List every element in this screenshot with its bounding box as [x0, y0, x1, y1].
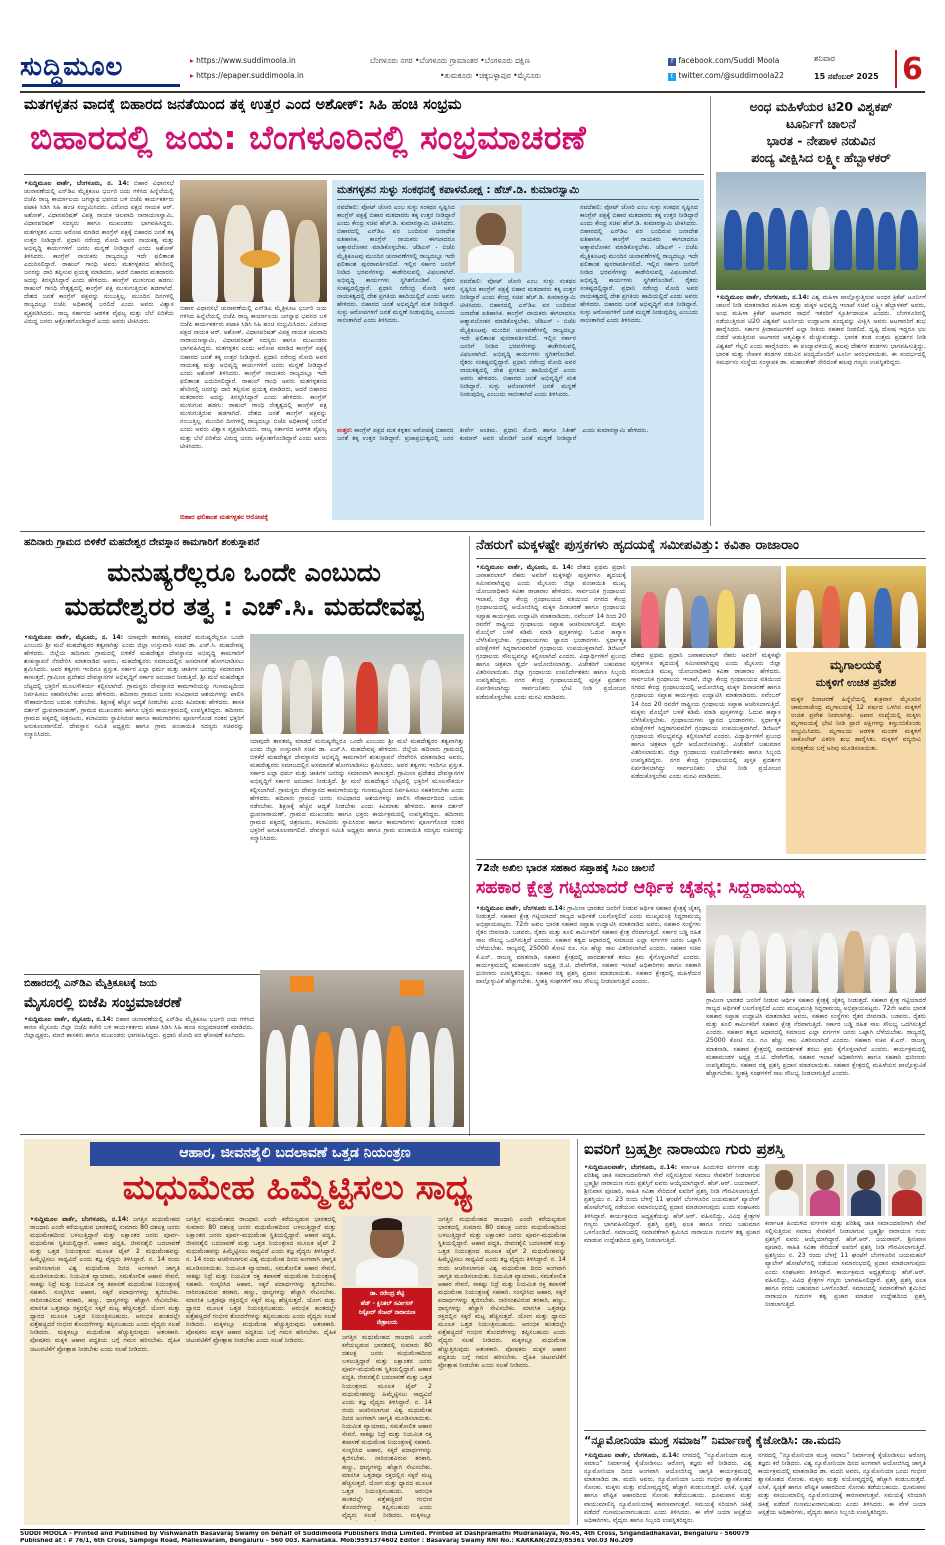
bottom-divider: [577, 1139, 578, 1525]
sahakara-kicker: 72ನೇ ಅಖಿಲ ಭಾರತ ಸಹಕಾರ ಸಪ್ತಾಹಕ್ಕೆ ಸಿಎಂ ಚಾಲನೆ: [476, 863, 655, 874]
mahadeshwara-photo: [250, 634, 464, 734]
lead-photo-celebration: [180, 180, 327, 302]
diabetes-body-col3: ಜಗತ್ತಿನ ಮಧುಮೇಹದ ರಾಜಧಾನಿ ಎಂದೇ ಕರೆಯಲ್ಪಡುವ ಭಾರತದಲ್ಲಿ ಸುಮಾರು 80 ದಶಲಕ್ಷ ಜನರು ಮಧುಮೇಹದಿಂದ ಬಳಲುತ್ತಿದ್ದಾರೆ ಮತ್ತು ಲಕ್ಷಾಂತರ ಜನರು ಪೂರ್ವ-ಮಧುಮೇಹ ಸ್ಥಿತಿಯಲ್ಲಿದ್ದಾರೆ. ಆಹಾರ ಪದ್ಧತಿ, ಜೀವನಶೈಲಿ ಬದಲಾವಣೆ ಮತ್ತು ಒತ್ತಡ ನಿಯಂತ್ರಣದ ಮೂಲಕ ಟೈಪ್ 2 ಮಧುಮೇಹವನ್ನು ಹಿಮ್ಮೆಟ್ಟಿಸಲು ಸಾಧ್ಯವಿದೆ ಎಂದು ತಜ್ಞ ವೈದ್ಯರು ತಿಳಿಸಿದ್ದಾರೆ. ನ. 14 ರಂದು ಆಚರಿಸಲಾಗುವ ವಿಶ್ವ ಮಧುಮೇಹ ದಿನದ ಅಂಗವಾಗಿ ಜಾಗೃತಿ ಮೂಡಿಸಲಾಯಿತು. ನಿಯಮಿತ ವ್ಯಾಯಾಮ, ಸಮತೋಲಿತ ಆಹಾರ ಸೇವನೆ, ಸಾಕಷ್ಟು ನಿದ್ರೆ ಮತ್ತು ನಿಯಮಿತ ರಕ್ತ ತಪಾಸಣೆ ಮಧುಮೇಹ ನಿಯಂತ್ರಣಕ್ಕೆ ಸಹಕಾರಿ. ಸಂಸ್ಕರಿಸಿದ ಆಹಾರ, ಸಕ್ಕರೆ ಪದಾರ್ಥಗಳನ್ನು ತ್ಯಜಿಸಬೇಕು. ನಾರಿನಂಶವಿರುವ ತರಕಾರಿ, ಹಣ್ಣು, ಧಾನ್ಯಗಳನ್ನು ಹೆಚ್ಚಾಗಿ ಸೇವಿಸಬೇಕು. ಮಾನಸಿಕ ಒತ್ತಡವೂ ರಕ್ತದಲ್ಲಿನ ಸಕ್ಕರೆ ಮಟ್ಟ ಹೆಚ್ಚಿಸುತ್ತದೆ. ಯೋಗ ಮತ್ತು ಧ್ಯಾನದ ಮೂಲಕ ಒತ್ತಡ ನಿಯಂತ್ರಿಸಬಹುದು. ಆರಂಭಿಕ ಹಂತದಲ್ಲೇ ಪತ್ತೆಹಚ್ಚಿದರೆ ಗಂಭೀರ ತೊಂದರೆಗಳನ್ನು ತಪ್ಪಿಸಬಹುದು ಎಂದು ವೈದ್ಯರು ಸಲಹೆ ನೀಡಿದರು. ಮಕ್ಕಳಲ್ಲೂ: [342, 1334, 432, 1520]
awardee-photo-4: [888, 1164, 926, 1216]
awardee-photo-3: [847, 1164, 885, 1216]
mahadeshwara-headline: ಮನುಷ್ಯರೆಲ್ಲರೂ ಒಂದೇ ಎಂಬುದು ಮಹದೇಶ್ವರರ ತತ್ವ : ಎಚ್.ಸಿ. ಮಹದೇವಪ್ಪ: [64, 558, 424, 621]
pneumonia-body-col2: ನಗರದಲ್ಲಿ “ನ್ಯೂಮೋನಿಯಾ ಮುಕ್ತ ಸಮಾಜ” ನಿರ್ಮಾಣಕ್ಕೆ ಕೈಜೋಡಿಸಲು ಆರೋಗ್ಯ ತಜ್ಞರು ಕರೆ ನೀಡಿದರು. ವಿಶ್ವ ನ್ಯೂಮೋನಿಯಾ ದಿನದ ಅಂಗವಾಗಿ ಆಯೋಜಿಸಿದ್ದ ಜಾಗೃತಿ ಕಾರ್ಯಕ್ರಮದಲ್ಲಿ ಮಾತನಾಡಿದ ಡಾ. ಮದನಿ ಅವರು, ನ್ಯೂಮೋನಿಯಾ ಒಂದು ಗಂಭೀರ ಶ್ವಾಸಕೋಶದ ಸೋಂಕು. ಮಕ್ಕಳು ಮತ್ತು ವಯೋವೃದ್ಧರಲ್ಲಿ ಹೆಚ್ಚಾಗಿ ಕಂಡುಬರುತ್ತದೆ. ಲಸಿಕೆ, ಸ್ವಚ್ಛತೆ ಹಾಗೂ ಪೌಷ್ಟಿಕ ಆಹಾರದಿಂದ ಸೋಂಕು ತಡೆಯಬಹುದು. ಧೂಮಪಾನ ಮತ್ತು ವಾಯುಮಾಲಿನ್ಯ ನ್ಯೂಮೋನಿಯಾಕ್ಕೆ ಕಾರಣವಾಗುತ್ತವೆ. ಸಮಯಕ್ಕೆ ಸರಿಯಾಗಿ ಚಿಕಿತ್ಸೆ ಪಡೆದರೆ ಗುಣಮುಖರಾಗಬಹುದು ಎಂದು ತಿಳಿಸಿದರು. ಈ ವೇಳೆ ಜಯಾ ಆಸ್ಪತ್ರೆಯ ಅಧಿಕಾರಿಗಳು, ವೈದ್ಯರು ಹಾಗೂ ಸಿಬ್ಬಂದಿ ಉಪಸ್ಥಿತರಿದ್ದರು.: [758, 1452, 926, 1516]
logo-underline: [22, 84, 180, 87]
sahakara-headline: ಸಹಕಾರ ಕ್ಷೇತ್ರ ಗಟ್ಟಿಯಾದರೆ ಆರ್ಥಿಕ ಚೈತನ್ಯ: ಸಿದ್ದರಾಮಯ್ಯ: [476, 878, 804, 898]
nehru-headline: ನೆಹರುಗೆ ಮಕ್ಕಳಷ್ಟೇ ಪುಸ್ತಕಗಳು ಹೃದಯಕ್ಕೆ ಸಮೀಪವಿತ್ತು: ಕವಿತಾ ರಾಜಾರಾಂ: [476, 537, 799, 553]
narayana-guru-body-col1: •ಸುದ್ದಿಮೂಲವಾರ್ತೆ, ಬೆಂಗಳೂರು, ನ.14: ಕರ್ನಾಟಕ ಹಿಂದುಳಿದ ವರ್ಗಗಳ ಮತ್ತು ಪರಿಶಿಷ್ಟ ಜಾತಿ ಸಮಾಜದವರಿಗಾಗಿ ಸೇವೆ ಸಲ್ಲಿಸುತ್ತಿರುವ ಸಮಾಜ ಸೇವಕರಿಗೆ ನೀಡಲಾಗುವ ಬ್ರಹ್ಮಶ್ರೀ ನಾರಾಯಣ ಗುರು ಪ್ರಶಸ್ತಿಗೆ ಐವರು ಆಯ್ಕೆಯಾಗಿದ್ದಾರೆ. ಹೆಚ್.ಆರ್. ಜಯರಾಮ್, ಶ್ರೀನಿವಾಸ ಪೂಜಾರಿ, ಸಾಹಿತಿ ಸವಿತಾ ಸೇರಿದಂತೆ ಐವರಿಗೆ ಪ್ರಶಸ್ತಿ ನೀಡಿ ಗೌರವಿಸಲಾಗುತ್ತಿದೆ. ಪ್ರಶಸ್ತಿಯು ನ. 23 ರಂದು ಬೆಳಗ್ಗೆ 11 ಘಂಟೆಗೆ ಬೆಂಗಳೂರಿನ ಜಯಮಹಲ್ ಪ್ಯಾಲೇಸ್ ಹೋಟೆಲ್‌ನಲ್ಲಿ ನಡೆಯುವ ಸಮಾರಂಭದಲ್ಲಿ ಪ್ರದಾನ ಮಾಡಲಾಗುವುದು ಎಂದು ಸಂಘಟಕರು ತಿಳಿಸಿದ್ದಾರೆ. ಕಾರ್ಯಕ್ರಮದ ಅಧ್ಯಕ್ಷತೆಯನ್ನು ಹೆಚ್.ಆರ್. ವಹಿಸಲಿದ್ದು, ವಿವಿಧ ಕ್ಷೇತ್ರಗಳ ಗಣ್ಯರು ಭಾಗವಹಿಸಲಿದ್ದಾರೆ. ಪ್ರಶಸ್ತಿ ಪ್ರಶಸ್ತಿ ಫಲಕ ಹಾಗೂ ನಗದು ಬಹುಮಾನ ಒಳಗೊಂಡಿದೆ. ಸಮಾಜದಲ್ಲಿ ಸಮಾನತೆಗಾಗಿ ಶ್ರಮಿಸಿದ ನಾರಾಯಣ ಗುರುಗಳ ತತ್ವ ಪ್ರಚಾರ ಮಾಡುವ ಉದ್ದೇಶದಿಂದ ಪ್ರಶಸ್ತಿ ನೀಡಲಾಗುತ್ತಿದೆ.: [584, 1164, 760, 1244]
nehru-photo-2: [786, 566, 926, 648]
pneumonia-rule: [584, 1430, 926, 1431]
mysuru-bjp-photo: [260, 970, 464, 1127]
bjp-flag: [290, 976, 314, 992]
awardee-photo-2: [806, 1164, 844, 1216]
masthead-logo[interactable]: ಸುದ್ದಿಮೂಲ: [20, 52, 124, 82]
editions-line-1: ಬೆಂಗಳೂರು ನಗರ •ಬೆಂಗಳೂರು ಗ್ರಾಮಾಂತರ •ಬೆಂಗಳೂರು ದಕ್ಷಿಣ: [370, 56, 530, 65]
page-number: 6: [902, 52, 923, 87]
footer-line-2: Published at : # 76/1, 6th Cross, Sampige Road, Malleswaram, Bengaluru – 560 003. Karnataka. Mob:9591374602 Editor : Basavaraj Swamy RNI No.: KARKAN/2023/85361 Vol.03 No.209: [20, 1538, 634, 1544]
sahakara-photo: [706, 905, 926, 993]
diabetes-body-col4: ಜಗತ್ತಿನ ಮಧುಮೇಹದ ರಾಜಧಾನಿ ಎಂದೇ ಕರೆಯಲ್ಪಡುವ ಭಾರತದಲ್ಲಿ ಸುಮಾರು 80 ದಶಲಕ್ಷ ಜನರು ಮಧುಮೇಹದಿಂದ ಬಳಲುತ್ತಿದ್ದಾರೆ ಮತ್ತು ಲಕ್ಷಾಂತರ ಜನರು ಪೂರ್ವ-ಮಧುಮೇಹ ಸ್ಥಿತಿಯಲ್ಲಿದ್ದಾರೆ. ಆಹಾರ ಪದ್ಧತಿ, ಜೀವನಶೈಲಿ ಬದಲಾವಣೆ ಮತ್ತು ಒತ್ತಡ ನಿಯಂತ್ರಣದ ಮೂಲಕ ಟೈಪ್ 2 ಮಧುಮೇಹವನ್ನು ಹಿಮ್ಮೆಟ್ಟಿಸಲು ಸಾಧ್ಯವಿದೆ ಎಂದು ತಜ್ಞ ವೈದ್ಯರು ತಿಳಿಸಿದ್ದಾರೆ. ನ. 14 ರಂದು ಆಚರಿಸಲಾಗುವ ವಿಶ್ವ ಮಧುಮೇಹ ದಿನದ ಅಂಗವಾಗಿ ಜಾಗೃತಿ ಮೂಡಿಸಲಾಯಿತು. ನಿಯಮಿತ ವ್ಯಾಯಾಮ, ಸಮತೋಲಿತ ಆಹಾರ ಸೇವನೆ, ಸಾಕಷ್ಟು ನಿದ್ರೆ ಮತ್ತು ನಿಯಮಿತ ರಕ್ತ ತಪಾಸಣೆ ಮಧುಮೇಹ ನಿಯಂತ್ರಣಕ್ಕೆ ಸಹಕಾರಿ. ಸಂಸ್ಕರಿಸಿದ ಆಹಾರ, ಸಕ್ಕರೆ ಪದಾರ್ಥಗಳನ್ನು ತ್ಯಜಿಸಬೇಕು. ನಾರಿನಂಶವಿರುವ ತರಕಾರಿ, ಹಣ್ಣು, ಧಾನ್ಯಗಳನ್ನು ಹೆಚ್ಚಾಗಿ ಸೇವಿಸಬೇಕು. ಮಾನಸಿಕ ಒತ್ತಡವೂ ರಕ್ತದಲ್ಲಿನ ಸಕ್ಕರೆ ಮಟ್ಟ ಹೆಚ್ಚಿಸುತ್ತದೆ. ಯೋಗ ಮತ್ತು ಧ್ಯಾನದ ಮೂಲಕ ಒತ್ತಡ ನಿಯಂತ್ರಿಸಬಹುದು. ಆರಂಭಿಕ ಹಂತದಲ್ಲೇ ಪತ್ತೆಹಚ್ಚಿದರೆ ಗಂಭೀರ ತೊಂದರೆಗಳನ್ನು ತಪ್ಪಿಸಬಹುದು ಎಂದು ವೈದ್ಯರು ಸಲಹೆ ನೀಡಿದರು. ಮಕ್ಕಳಲ್ಲೂ ಮಧುಮೇಹ ಹೆಚ್ಚುತ್ತಿರುವುದು ಆತಂಕಕಾರಿ. ಪೋಷಕರು ಮಕ್ಕಳ ಆಹಾರ ಪದ್ಧತಿಯ ಬಗ್ಗೆ ಗಮನ ಹರಿಸಬೇಕು. ದೈಹಿಕ ಚಟುವಟಿಕೆಗೆ ಪ್ರೋತ್ಸಾಹ ನೀಡಬೇಕು ಎಂದು ಸಲಹೆ ನೀಡಿದರು.: [438, 1216, 566, 1369]
mahadeshwara-body-col2: ಯಾವುದೇ ತಾರತಮ್ಯ ಮಾಡದೆ ಮನುಷ್ಯರೆಲ್ಲರೂ ಒಂದೇ ಎಂಬುದು ಶ್ರೀ ಮಲೆ ಮಹದೇಶ್ವರರ ತತ್ವವಾಗಿತ್ತು ಎಂದು ಜಿಲ್ಲಾ ಉಸ್ತುವಾರಿ ಸಚಿವ ಡಾ. ಎಚ್.ಸಿ. ಮಹದೇವಪ್ಪ ಹೇಳಿದರು. ಜಿಲ್ಲೆಯ ಹದಿನಾರು ಗ್ರಾಮದಲ್ಲಿ ಬಿಳಿಕೆರೆ ಮಹದೇಶ್ವರ ದೇವಸ್ಥಾನದ ಅಭಿವೃದ್ಧಿ ಕಾಮಗಾರಿಗೆ ಶಂಕುಸ್ಥಾಪನೆ ನೆರವೇರಿಸಿ ಮಾತನಾಡಿದ ಅವರು, ಮಹದೇಶ್ವರರು ಸಮಾಜದಲ್ಲಿನ ಅಸಮಾನತೆ ಹೋಗಲಾಡಿಸಲು ಶ್ರಮಿಸಿದರು. ಅವರ ತತ್ವಗಳು ಇಂದಿಗೂ ಪ್ರಸ್ತುತ. ಸರ್ಕಾರ ಎಲ್ಲಾ ಧರ್ಮ ಮತ್ತು ಜಾತಿಗಳ ಜನರನ್ನು ಸಮಾನವಾಗಿ ಕಾಣುತ್ತದೆ. ಗ್ರಾಮೀಣ ಪ್ರದೇಶದ ದೇವಸ್ಥಾನಗಳ ಅಭಿವೃದ್ಧಿಗೆ ಸರ್ಕಾರ ಅನುದಾನ ನೀಡುತ್ತಿದೆ. ಶ್ರೀ ಮಲೆ ಮಹದೇಶ್ವರ ಬೆಟ್ಟದಲ್ಲಿ ಭಕ್ತರಿಗೆ ಮೂಲಸೌಕರ್ಯ ಕಲ್ಪಿಸಲಾಗಿದೆ. ಗ್ರಾಮಸ್ಥರು ದೇವಸ್ಥಾನದ ಕಾಮಗಾರಿಯನ್ನು ಗುಣಮಟ್ಟದಿಂದ ನಿರ್ವಹಿಸಲು ಸಹಕರಿಸಬೇಕು ಎಂದು ಹೇಳಿದರು. ಹದಿನಾರು ಗ್ರಾಮದ ಜನರು ಸಂವಿಧಾನದ ಆಶಯಗಳನ್ನು ಪಾಲಿಸಿ ಸೌಹಾರ್ದದಿಂದ ಬದುಕು ನಡೆಸಬೇಕು. ಶಿಕ್ಷಣಕ್ಕೆ ಹೆಚ್ಚಿನ ಆದ್ಯತೆ ನೀಡಬೇಕು ಎಂದು ಕಿವಿಮಾತು ಹೇಳಿದರು. ಶಾಸಕ ದರ್ಶನ್ ಧ್ರುವನಾರಾಯಣ್, ಗ್ರಾಮದ ಮುಖಂಡರು ಹಾಗೂ ಭಕ್ತರು ಕಾರ್ಯಕ್ರಮದಲ್ಲಿ ಉಪಸ್ಥಿತರಿದ್ದರು. ಹದಿನಾರು ಗ್ರಾಮದ ಪಕ್ಕದಲ್ಲಿ ಚಿತ್ರನಟರು, ಕಲಾವಿದರು ಸ್ಥಾಪಿಸಿರುವ ಹಾಗೂ ಕಾಮಗಾರಿಗಳು ಪೂರ್ಣಗೊಂಡ ನಂತರ ಭಕ್ತರಿಗೆ ಅನುಕೂಲವಾಗಲಿದೆ. ದೇವಸ್ಥಾನ ಸಮಿತಿ ಅಧ್ಯಕ್ಷರು ಹಾಗೂ ಗ್ರಾಮ ಪಂಚಾಯಿತಿ ಸದಸ್ಯರು ಸಚಿವರನ್ನು ಸನ್ಮಾನಿಸಿದರು.: [250, 738, 464, 843]
hdk-body-col1: ನವದೆಹಲಿ: ವೋಟ್ ಚೋರಿ ಎಂಬ ಸುಳ್ಳು ಸಂಕಥನ ಸೃಷ್ಟಿಸಿದ ಕಾಂಗ್ರೆಸ್ ಪಕ್ಷಕ್ಕೆ ಬಿಹಾರ ಮತದಾರರು ತಕ್ಕ ಉತ್ತರ ನೀಡಿದ್ದಾರೆ ಎಂದು ಕೇಂದ್ರ ಸಚಿವ ಹೆಚ್.ಡಿ. ಕುಮಾರಸ್ವಾಮಿ ಟೀಕಿಸಿದರು. ಬಿಹಾರದಲ್ಲಿ ಎನ್‌ಡಿಎ ಪರ ಬಂದಿರುವ ಜನಾದೇಶ ಐತಿಹಾಸಿಕ. ಕಾಂಗ್ರೆಸ್ ನಾಯಕರು ಈಗಲಾದರೂ ಆತ್ಮಾವಲೋಕನ ಮಾಡಿಕೊಳ್ಳಬೇಕು. ಜೆಡಿಎಸ್ - ಬಿಜೆಪಿ ಮೈತ್ರಿಕೂಟವು ಮುಂದಿನ ಚುನಾವಣೆಗಳಲ್ಲಿ ರಾಜ್ಯದಲ್ಲೂ ಇದೇ ಫಲಿತಾಂಶ ಪುನರಾವರ್ತಿಸಲಿದೆ. ಇಲ್ಲಿನ ಸರ್ಕಾರ ಜನರಿಗೆ ನೀಡಿದ ಭರವಸೆಗಳನ್ನು ಈಡೇರಿಸುವಲ್ಲಿ ವಿಫಲವಾಗಿದೆ. ಅಭಿವೃದ್ಧಿ ಕಾರ್ಯಗಳು ಸ್ಥಗಿತಗೊಂಡಿವೆ. ರೈತರು ಸಂಕಷ್ಟದಲ್ಲಿದ್ದಾರೆ. ಪ್ರಧಾನಿ ನರೇಂದ್ರ ಮೋದಿ ಅವರ ನಾಯಕತ್ವದಲ್ಲಿ ದೇಶ ಪ್ರಗತಿಯ ಹಾದಿಯಲ್ಲಿದೆ ಎಂದು ಅವರು ಹೇಳಿದರು. ಬಿಹಾರದ ಜನತೆ ಅಭಿವೃದ್ಧಿಗೆ ಮತ ನೀಡಿದ್ದಾರೆ. ಸುಳ್ಳು ಆರೋಪಗಳಿಗೆ ಜನತೆ ಮನ್ನಣೆ ನೀಡುವುದಿಲ್ಲ ಎಂಬುದು ಸಾಬೀತಾಗಿದೆ ಎಂದು ತಿಳಿಸಿದರು.: [337, 204, 455, 325]
doctor-caption: ಡಾ. ನರೇಂದ್ರ ಶೆಟ್ಟಿ ಹೆಡ್ - ಕ್ಲಿನಿಕಲ್ ಸರ್ವೀಸಸ್ ರಿಸ್ಟೋರ್ ಸೆಂಟರ್‌ ನಾರಾಯಣ ನೇತ್ರಾಲಯ: [358, 1291, 416, 1326]
masthead-rule: [20, 91, 925, 93]
date-label: 15 ನವೆಂಬರ್ 2025: [814, 72, 879, 81]
hdk-headline: ಮತಗಳ್ಳತನ ಸುಳ್ಳು ಸಂಕಥನಕ್ಕೆ ಕಪಾಳಮೋಕ್ಷ : ಹೆಚ್.ಡಿ. ಕುಮಾರಸ್ವಾಮಿ: [337, 184, 580, 196]
mahadeshwara-body-col1: •ಸುದ್ದಿಮೂಲ ವಾರ್ತೆ, ಮೈಸೂರು, ನ. 14: ಯಾವುದೇ ತಾರತಮ್ಯ ಮಾಡದೆ ಮನುಷ್ಯರೆಲ್ಲರೂ ಒಂದೇ ಎಂಬುದು ಶ್ರೀ ಮಲೆ ಮಹದೇಶ್ವರರ ತತ್ವವಾಗಿತ್ತು ಎಂದು ಜಿಲ್ಲಾ ಉಸ್ತುವಾರಿ ಸಚಿವ ಡಾ. ಎಚ್.ಸಿ. ಮಹದೇವಪ್ಪ ಹೇಳಿದರು. ಜಿಲ್ಲೆಯ ಹದಿನಾರು ಗ್ರಾಮದಲ್ಲಿ ಬಿಳಿಕೆರೆ ಮಹದೇಶ್ವರ ದೇವಸ್ಥಾನದ ಅಭಿವೃದ್ಧಿ ಕಾಮಗಾರಿಗೆ ಶಂಕುಸ್ಥಾಪನೆ ನೆರವೇರಿಸಿ ಮಾತನಾಡಿದ ಅವರು, ಮಹದೇಶ್ವರರು ಸಮಾಜದಲ್ಲಿನ ಅಸಮಾನತೆ ಹೋಗಲಾಡಿಸಲು ಶ್ರಮಿಸಿದರು. ಅವರ ತತ್ವಗಳು ಇಂದಿಗೂ ಪ್ರಸ್ತುತ. ಸರ್ಕಾರ ಎಲ್ಲಾ ಧರ್ಮ ಮತ್ತು ಜಾತಿಗಳ ಜನರನ್ನು ಸಮಾನವಾಗಿ ಕಾಣುತ್ತದೆ. ಗ್ರಾಮೀಣ ಪ್ರದೇಶದ ದೇವಸ್ಥಾನಗಳ ಅಭಿವೃದ್ಧಿಗೆ ಸರ್ಕಾರ ಅನುದಾನ ನೀಡುತ್ತಿದೆ. ಶ್ರೀ ಮಲೆ ಮಹದೇಶ್ವರ ಬೆಟ್ಟದಲ್ಲಿ ಭಕ್ತರಿಗೆ ಮೂಲಸೌಕರ್ಯ ಕಲ್ಪಿಸಲಾಗಿದೆ. ಗ್ರಾಮಸ್ಥರು ದೇವಸ್ಥಾನದ ಕಾಮಗಾರಿಯನ್ನು ಗುಣಮಟ್ಟದಿಂದ ನಿರ್ವಹಿಸಲು ಸಹಕರಿಸಬೇಕು ಎಂದು ಹೇಳಿದರು. ಹದಿನಾರು ಗ್ರಾಮದ ಜನರು ಸಂವಿಧಾನದ ಆಶಯಗಳನ್ನು ಪಾಲಿಸಿ ಸೌಹಾರ್ದದಿಂದ ಬದುಕು ನಡೆಸಬೇಕು. ಶಿಕ್ಷಣಕ್ಕೆ ಹೆಚ್ಚಿನ ಆದ್ಯತೆ ನೀಡಬೇಕು ಎಂದು ಕಿವಿಮಾತು ಹೇಳಿದರು. ಶಾಸಕ ದರ್ಶನ್ ಧ್ರುವನಾರಾಯಣ್, ಗ್ರಾಮದ ಮುಖಂಡರು ಹಾಗೂ ಭಕ್ತರು ಕಾರ್ಯಕ್ರಮದಲ್ಲಿ ಉಪಸ್ಥಿತರಿದ್ದರು. ಹದಿನಾರು ಗ್ರಾಮದ ಪಕ್ಕದಲ್ಲಿ ಚಿತ್ರನಟರು, ಕಲಾವಿದರು ಸ್ಥಾಪಿಸಿರುವ ಹಾಗೂ ಕಾಮಗಾರಿಗಳು ಪೂರ್ಣಗೊಂಡ ನಂತರ ಭಕ್ತರಿಗೆ ಅನುಕೂಲವಾಗಲಿದೆ. ದೇವಸ್ಥಾನ ಸಮಿತಿ ಅಧ್ಯಕ್ಷರು ಹಾಗೂ ಗ್ರಾಮ ಪಂಚಾಯಿತಿ ಸದಸ್ಯರು ಸಚಿವರನ್ನು ಸನ್ಮಾನಿಸಿದರು.: [24, 634, 244, 739]
mysuru-bjp-headline: ಮೈಸೂರಲ್ಲಿ ಬಿಜೆಪಿ ಸಂಭ್ರಮಾಚರಣೆ: [24, 995, 182, 1011]
nehru-photo-1: [631, 566, 781, 648]
epaper-link[interactable]: ▸ https://epaper.suddimoola.in: [190, 71, 304, 80]
twitter-icon: t: [668, 73, 676, 81]
pageno-divider: [895, 50, 897, 88]
nehru-body-col1: •ಸುದ್ದಿಮೂಲ ವಾರ್ತೆ, ಮೈಸೂರು, ನ. 14: ದೇಶದ ಪ್ರಥಮ ಪ್ರಧಾನಿ ಜವಾಹರಲಾಲ್ ನೆಹರು ಅವರಿಗೆ ಮಕ್ಕಳಷ್ಟೇ ಪುಸ್ತಕಗಳೂ ಹೃದಯಕ್ಕೆ ಸಮೀಪವಾಗಿದ್ದವು ಎಂದು ಮೈಸೂರು ಜಿಲ್ಲಾ ಪಂಚಾಯಿತಿ ಮುಖ್ಯ ಯೋಜನಾಧಿಕಾರಿ ಕವಿತಾ ರಾಜಾರಾಂ ಹೇಳಿದರು. ಸಾರ್ವಜನಿಕ ಗ್ರಂಥಾಲಯ ಇಲಾಖೆ, ಜಿಲ್ಲಾ ಕೇಂದ್ರ ಗ್ರಂಥಾಲಯದ ವತಿಯಿಂದ ನಗರದ ಕೇಂದ್ರ ಗ್ರಂಥಾಲಯದಲ್ಲಿ ಆಯೋಜಿಸಿದ್ದ ಮಕ್ಕಳ ದಿನಾಚರಣೆ ಹಾಗೂ ಗ್ರಂಥಾಲಯ ಸಪ್ತಾಹ ಕಾರ್ಯಕ್ರಮ ಉದ್ಘಾಟಿಸಿ ಮಾತನಾಡಿದರು. ನವೆಂಬರ್ 14 ರಿಂದ 20 ರವರೆಗೆ ರಾಷ್ಟ್ರೀಯ ಗ್ರಂಥಾಲಯ ಸಪ್ತಾಹ ಆಚರಿಸಲಾಗುತ್ತಿದೆ. ಮಕ್ಕಳು ಮೊಬೈಲ್ ಬಳಕೆ ಕಡಿಮೆ ಮಾಡಿ ಪುಸ್ತಕಗಳನ್ನು ಓದುವ ಹವ್ಯಾಸ ಬೆಳೆಸಿಕೊಳ್ಳಬೇಕು. ಗ್ರಂಥಾಲಯಗಳು ಜ್ಞಾನದ ಭಂಡಾರಗಳು. ಸ್ಪರ್ಧಾತ್ಮಕ ಪರೀಕ್ಷೆಗಳಿಗೆ ಸಿದ್ಧರಾಗುವವರಿಗೆ ಗ್ರಂಥಾಲಯ ಉಪಯುಕ್ತವಾಗಿದೆ. ಡಿಜಿಟಲ್ ಗ್ರಂಥಾಲಯ ಸೌಲಭ್ಯವನ್ನೂ ಕಲ್ಪಿಸಲಾಗಿದೆ ಎಂದರು. ವಿದ್ಯಾರ್ಥಿಗಳಿಗೆ ಪ್ರಬಂಧ ಹಾಗೂ ಚಿತ್ರಕಲಾ ಸ್ಪರ್ಧೆ ಆಯೋಜಿಸಲಾಗಿತ್ತು. ವಿಜೇತರಿಗೆ ಬಹುಮಾನ ವಿತರಿಸಲಾಯಿತು. ಜಿಲ್ಲಾ ಗ್ರಂಥಾಲಯ ಉಪನಿರ್ದೇಶಕರು ಹಾಗೂ ಸಿಬ್ಬಂದಿ ಉಪಸ್ಥಿತರಿದ್ದರು. ನಗರ ಕೇಂದ್ರ ಗ್ರಂಥಾಲಯದಲ್ಲಿ ಪುಸ್ತಕ ಪ್ರದರ್ಶನ ಏರ್ಪಡಿಸಲಾಗಿದ್ದು ಸಾರ್ವಜನಿಕರು ಭೇಟಿ ನೀಡಿ ಪ್ರಯೋಜನ ಪಡೆದುಕೊಳ್ಳಬೇಕು ಎಂದು ಮನವಿ ಮಾಡಿದರು.: [476, 564, 626, 701]
hdk-portrait: [460, 205, 522, 273]
diabetes-headline: ಮಧುಮೇಹ ಹಿಮ್ಮೆಟ್ಟಿಸಲು ಸಾಧ್ಯ: [122, 1168, 473, 1208]
facebook-icon: f: [668, 58, 676, 66]
pneumonia-headline: “ನ್ಯೂಮೋನಿಯಾ ಮುಕ್ತ ಸಮಾಜ” ನಿರ್ಮಾಣಕ್ಕೆ ಕೈಜೋಡಿಸಿ: ಡಾ.ಮದನಿ: [584, 1434, 841, 1447]
doctor-portrait: [342, 1216, 432, 1286]
sweets-plate: [240, 250, 280, 268]
zoo-headline: ಮೃಗಾಲಯಕ್ಕೆ ಮಕ್ಕಳಿಗೆ ಉಚಿತ ಪ್ರವೇಶ: [815, 658, 897, 689]
site-link[interactable]: ▸ https://www.suddimoola.in: [190, 56, 296, 65]
lead-body-col1: •ಸುದ್ದಿಮೂಲ ವಾರ್ತೆ, ಬೆಂಗಳೂರು, ನ. 14: ಬಿಹಾರ ವಿಧಾನಸಭೆ ಚುನಾವಣೆಯಲ್ಲಿ ಎನ್‌ಡಿಎ ಮೈತ್ರಿಕೂಟ ಭರ್ಜರಿ ಜಯ ಗಳಿಸಿದ ಹಿನ್ನೆಲೆಯಲ್ಲಿ ಬಿಜೆಪಿ ರಾಜ್ಯ ಕಾರ್ಯಾಲಯ ಜಗನ್ನಾಥ ಭವನದ ಬಳಿ ಬಿಜೆಪಿ ಕಾರ್ಯಕರ್ತರು ಪಟಾಕಿ ಸಿಡಿಸಿ ಸಿಹಿ ಹಂಚಿ ಸಂಭ್ರಮಿಸಿದರು. ವಿರೋಧ ಪಕ್ಷದ ನಾಯಕ ಆರ್. ಅಶೋಕ್, ವಿಧಾನಪರಿಷತ್ ವಿಪಕ್ಷ ನಾಯಕ ಚಲವಾದಿ ನಾರಾಯಣಸ್ವಾಮಿ, ವಿಧಾನಪರಿಷತ್ ಸದಸ್ಯರು ಹಾಗೂ ಮುಖಂಡರು ಭಾಗವಹಿಸಿದ್ದರು. ಮತಗಳ್ಳತನ ಎಂದು ಆರೋಪ ಮಾಡಿದ ಕಾಂಗ್ರೆಸ್ ಪಕ್ಷಕ್ಕೆ ಬಿಹಾರದ ಜನತೆ ತಕ್ಕ ಉತ್ತರ ನೀಡಿದ್ದಾರೆ. ಪ್ರಧಾನಿ ನರೇಂದ್ರ ಮೋದಿ ಅವರ ನಾಯಕತ್ವ ಮತ್ತು ಅಭಿವೃದ್ಧಿ ಕಾರ್ಯಗಳಿಗೆ ಜನರು ಮನ್ನಣೆ ನೀಡಿದ್ದಾರೆ ಎಂದು ಅಶೋಕ್ ತಿಳಿಸಿದರು. ಕಾಂಗ್ರೆಸ್ ನಾಯಕರು ರಾಜ್ಯದಲ್ಲೂ ಇದೇ ಫಲಿತಾಂಶ ಎದುರಿಸಲಿದ್ದಾರೆ. ರಾಹುಲ್ ಗಾಂಧಿ ಅವರು ಮತಗಳ್ಳತನದ ಹೆಸರಿನಲ್ಲಿ ಜನರನ್ನು ದಾರಿ ತಪ್ಪಿಸುವ ಪ್ರಯತ್ನ ಮಾಡಿದರು, ಆದರೆ ಬಿಹಾರದ ಮತದಾರರು ಅದನ್ನು ತಿರಸ್ಕರಿಸಿದ್ದಾರೆ ಎಂದು ಹೇಳಿದರು. ಕಾಂಗ್ರೆಸ್ ಮುಳುಗುವ ಹಡಗು: ರಾಹುಲ್ ಗಾಂಧಿ ನೇತೃತ್ವದಲ್ಲಿ ಕಾಂಗ್ರೆಸ್ ಪಕ್ಷ ಮುಳುಗುತ್ತಿರುವ ಹಡಗಾಗಿದೆ. ದೇಶದ ಜನತೆ ಕಾಂಗ್ರೆಸ್ ಪಕ್ಷವನ್ನು ನಂಬುತ್ತಿಲ್ಲ. ಮುಂದಿನ ದಿನಗಳಲ್ಲಿ ರಾಜ್ಯದಲ್ಲೂ ಬಿಜೆಪಿ ಅಧಿಕಾರಕ್ಕೆ ಬರಲಿದೆ ಎಂದು ಅವರು ವಿಶ್ವಾಸ ವ್ಯಕ್ತಪಡಿಸಿದರು. ರಾಜ್ಯ ಸರ್ಕಾರದ ಆಡಳಿತ ವೈಫಲ್ಯ ಮತ್ತು ಬೆಲೆ ಏರಿಕೆಯ ವಿರುದ್ಧ ಜನರು ಆಕ್ರೋಶಗೊಂಡಿದ್ದಾರೆ ಎಂದು ಅವರು ಟೀಕಿಸಿದರು.: [24, 180, 174, 325]
facebook-link[interactable]: f facebook.com/Suddi Moola: [668, 56, 779, 66]
hdk-body-col3: ನವದೆಹಲಿ: ವೋಟ್ ಚೋರಿ ಎಂಬ ಸುಳ್ಳು ಸಂಕಥನ ಸೃಷ್ಟಿಸಿದ ಕಾಂಗ್ರೆಸ್ ಪಕ್ಷಕ್ಕೆ ಬಿಹಾರ ಮತದಾರರು ತಕ್ಕ ಉತ್ತರ ನೀಡಿದ್ದಾರೆ ಎಂದು ಕೇಂದ್ರ ಸಚಿವ ಹೆಚ್.ಡಿ. ಕುಮಾರಸ್ವಾಮಿ ಟೀಕಿಸಿದರು. ಬಿಹಾರದಲ್ಲಿ ಎನ್‌ಡಿಎ ಪರ ಬಂದಿರುವ ಜನಾದೇಶ ಐತಿಹಾಸಿಕ. ಕಾಂಗ್ರೆಸ್ ನಾಯಕರು ಈಗಲಾದರೂ ಆತ್ಮಾವಲೋಕನ ಮಾಡಿಕೊಳ್ಳಬೇಕು. ಜೆಡಿಎಸ್ - ಬಿಜೆಪಿ ಮೈತ್ರಿಕೂಟವು ಮುಂದಿನ ಚುನಾವಣೆಗಳಲ್ಲಿ ರಾಜ್ಯದಲ್ಲೂ ಇದೇ ಫಲಿತಾಂಶ ಪುನರಾವರ್ತಿಸಲಿದೆ. ಇಲ್ಲಿನ ಸರ್ಕಾರ ಜನರಿಗೆ ನೀಡಿದ ಭರವಸೆಗಳನ್ನು ಈಡೇರಿಸುವಲ್ಲಿ ವಿಫಲವಾಗಿದೆ. ಅಭಿವೃದ್ಧಿ ಕಾರ್ಯಗಳು ಸ್ಥಗಿತಗೊಂಡಿವೆ. ರೈತರು ಸಂಕಷ್ಟದಲ್ಲಿದ್ದಾರೆ. ಪ್ರಧಾನಿ ನರೇಂದ್ರ ಮೋದಿ ಅವರ ನಾಯಕತ್ವದಲ್ಲಿ ದೇಶ ಪ್ರಗತಿಯ ಹಾದಿಯಲ್ಲಿದೆ ಎಂದು ಅವರು ಹೇಳಿದರು. ಬಿಹಾರದ ಜನತೆ ಅಭಿವೃದ್ಧಿಗೆ ಮತ ನೀಡಿದ್ದಾರೆ. ಸುಳ್ಳು ಆರೋಪಗಳಿಗೆ ಜನತೆ ಮನ್ನಣೆ ನೀಡುವುದಿಲ್ಲ ಎಂಬುದು ಸಾಬೀತಾಗಿದೆ ಎಂದು ತಿಳಿಸಿದರು.: [580, 204, 698, 325]
section-rule-1: [20, 531, 925, 532]
pneumonia-body-col1: •ಸುದ್ದಿಮೂಲ ವಾರ್ತೆ, ಬೆಂಗಳೂರು, ನ.14: ನಗರದಲ್ಲಿ “ನ್ಯೂಮೋನಿಯಾ ಮುಕ್ತ ಸಮಾಜ” ನಿರ್ಮಾಣಕ್ಕೆ ಕೈಜೋಡಿಸಲು ಆರೋಗ್ಯ ತಜ್ಞರು ಕರೆ ನೀಡಿದರು. ವಿಶ್ವ ನ್ಯೂಮೋನಿಯಾ ದಿನದ ಅಂಗವಾಗಿ ಆಯೋಜಿಸಿದ್ದ ಜಾಗೃತಿ ಕಾರ್ಯಕ್ರಮದಲ್ಲಿ ಮಾತನಾಡಿದ ಡಾ. ಮದನಿ ಅವರು, ನ್ಯೂಮೋನಿಯಾ ಒಂದು ಗಂಭೀರ ಶ್ವಾಸಕೋಶದ ಸೋಂಕು. ಮಕ್ಕಳು ಮತ್ತು ವಯೋವೃದ್ಧರಲ್ಲಿ ಹೆಚ್ಚಾಗಿ ಕಂಡುಬರುತ್ತದೆ. ಲಸಿಕೆ, ಸ್ವಚ್ಛತೆ ಹಾಗೂ ಪೌಷ್ಟಿಕ ಆಹಾರದಿಂದ ಸೋಂಕು ತಡೆಯಬಹುದು. ಧೂಮಪಾನ ಮತ್ತು ವಾಯುಮಾಲಿನ್ಯ ನ್ಯೂಮೋನಿಯಾಕ್ಕೆ ಕಾರಣವಾಗುತ್ತವೆ. ಸಮಯಕ್ಕೆ ಸರಿಯಾಗಿ ಚಿಕಿತ್ಸೆ ಪಡೆದರೆ ಗುಣಮುಖರಾಗಬಹುದು ಎಂದು ತಿಳಿಸಿದರು. ಈ ವೇಳೆ ಜಯಾ ಆಸ್ಪತ್ರೆಯ ಅಧಿಕಾರಿಗಳು, ವೈದ್ಯರು ಹಾಗೂ ಸಿಬ್ಬಂದಿ ಉಪಸ್ಥಿತರಿದ್ದರು.: [584, 1452, 752, 1524]
nehru-rule: [476, 558, 926, 559]
cricket-headline: ಅಂಧ ಮಹಿಳೆಯರ ಟಿ20 ವಿಶ್ವಕಪ್ ಟೂರ್ನಿಗೆ ಚಾಲನೆ ಭಾರತ - ನೇಪಾಳ ನಡುವಿನ ಪಂದ್ಯ ವೀಕ್ಷಿಸಿದ ಲಕ್ಷ್ಮೀ ಹೆಬ್ಬಾಳಕರ್: [749, 99, 893, 165]
sahakara-top-rule: [476, 859, 926, 860]
zoo-body: ಮಕ್ಕಳ ದಿನಾಚರಣೆ ಹಿನ್ನೆಲೆಯಲ್ಲಿ ಶುಕ್ರವಾರ ಮೈಸೂರಿನ ಚಾಮರಾಜೇಂದ್ರ ಮೃಗಾಲಯಕ್ಕೆ 12 ವರ್ಷದ ಒಳಗಿನ ಮಕ್ಕಳಿಗೆ ಉಚಿತ ಪ್ರವೇಶ ನೀಡಲಾಗಿತ್ತು. ಅಪಾರ ಸಂಖ್ಯೆಯಲ್ಲಿ ಮಕ್ಕಳು ಮೃಗಾಲಯಕ್ಕೆ ಭೇಟಿ ನೀಡಿ ಪ್ರಾಣಿ ಪಕ್ಷಿಗಳನ್ನು ಕಣ್ತುಂಬಿಕೊಂಡು ಸಂಭ್ರಮಿಸಿದರು. ಮೃಗಾಲಯ ಆಡಳಿತ ಮಂಡಳಿ ಮಕ್ಕಳಿಗೆ ಚಾಕೊಲೇಟ್ ವಿತರಿಸಿ ಶುಭ ಹಾರೈಸಿತು. ಮಕ್ಕಳಿಗೆ ವನ್ಯಜೀವಿ ಸಂರಕ್ಷಣೆಯ ಬಗ್ಗೆ ಅರಿವು ಮೂಡಿಸಲಾಯಿತು.: [791, 696, 921, 752]
mid-divider: [469, 536, 470, 1136]
footer-rule: [20, 1529, 925, 1530]
mahadeshwara-kicker: ಹದಿನಾರು ಗ್ರಾಮದ ಬಿಳಿಕೆರೆ ಮಹದೇಶ್ವರ ದೇವಸ್ಥಾನ ಕಾಮಗಾರಿಗೆ ಶಂಕುಸ್ಥಾಪನೆ: [24, 537, 260, 548]
lead-kicker: ಮತಗಳ್ಳತನ ವಾದಕ್ಕೆ ಬಿಹಾರದ ಜನತೆಯಿಂದ ತಕ್ಕ ಉತ್ತರ ಎಂದ ಅಶೋಕ್: ಸಿಹಿ ಹಂಚಿ ಸಂಭ್ರಮ: [24, 97, 462, 113]
hdk-body-col2: ನವದೆಹಲಿ: ವೋಟ್ ಚೋರಿ ಎಂಬ ಸುಳ್ಳು ಸಂಕಥನ ಸೃಷ್ಟಿಸಿದ ಕಾಂಗ್ರೆಸ್ ಪಕ್ಷಕ್ಕೆ ಬಿಹಾರ ಮತದಾರರು ತಕ್ಕ ಉತ್ತರ ನೀಡಿದ್ದಾರೆ ಎಂದು ಕೇಂದ್ರ ಸಚಿವ ಹೆಚ್.ಡಿ. ಕುಮಾರಸ್ವಾಮಿ ಟೀಕಿಸಿದರು. ಬಿಹಾರದಲ್ಲಿ ಎನ್‌ಡಿಎ ಪರ ಬಂದಿರುವ ಜನಾದೇಶ ಐತಿಹಾಸಿಕ. ಕಾಂಗ್ರೆಸ್ ನಾಯಕರು ಈಗಲಾದರೂ ಆತ್ಮಾವಲೋಕನ ಮಾಡಿಕೊಳ್ಳಬೇಕು. ಜೆಡಿಎಸ್ - ಬಿಜೆಪಿ ಮೈತ್ರಿಕೂಟವು ಮುಂದಿನ ಚುನಾವಣೆಗಳಲ್ಲಿ ರಾಜ್ಯದಲ್ಲೂ ಇದೇ ಫಲಿತಾಂಶ ಪುನರಾವರ್ತಿಸಲಿದೆ. ಇಲ್ಲಿನ ಸರ್ಕಾರ ಜನರಿಗೆ ನೀಡಿದ ಭರವಸೆಗಳನ್ನು ಈಡೇರಿಸುವಲ್ಲಿ ವಿಫಲವಾಗಿದೆ. ಅಭಿವೃದ್ಧಿ ಕಾರ್ಯಗಳು ಸ್ಥಗಿತಗೊಂಡಿವೆ. ರೈತರು ಸಂಕಷ್ಟದಲ್ಲಿದ್ದಾರೆ. ಪ್ರಧಾನಿ ನರೇಂದ್ರ ಮೋದಿ ಅವರ ನಾಯಕತ್ವದಲ್ಲಿ ದೇಶ ಪ್ರಗತಿಯ ಹಾದಿಯಲ್ಲಿದೆ ಎಂದು ಅವರು ಹೇಳಿದರು. ಬಿಹಾರದ ಜನತೆ ಅಭಿವೃದ್ಧಿಗೆ ಮತ ನೀಡಿದ್ದಾರೆ. ಸುಳ್ಳು ಆರೋಪಗಳಿಗೆ ಜನತೆ ಮನ್ನಣೆ ನೀಡುವುದಿಲ್ಲ ಎಂಬುದು ಸಾಬೀತಾಗಿದೆ ಎಂದು ತಿಳಿಸಿದರು.: [460, 278, 576, 399]
globe-icon: ▸: [190, 56, 197, 65]
lead-body-col2: ಬಿಹಾರ ವಿಧಾನಸಭೆ ಚುನಾವಣೆಯಲ್ಲಿ ಎನ್‌ಡಿಎ ಮೈತ್ರಿಕೂಟ ಭರ್ಜರಿ ಜಯ ಗಳಿಸಿದ ಹಿನ್ನೆಲೆಯಲ್ಲಿ ಬಿಜೆಪಿ ರಾಜ್ಯ ಕಾರ್ಯಾಲಯ ಜಗನ್ನಾಥ ಭವನದ ಬಳಿ ಬಿಜೆಪಿ ಕಾರ್ಯಕರ್ತರು ಪಟಾಕಿ ಸಿಡಿಸಿ ಸಿಹಿ ಹಂಚಿ ಸಂಭ್ರಮಿಸಿದರು. ವಿರೋಧ ಪಕ್ಷದ ನಾಯಕ ಆರ್. ಅಶೋಕ್, ವಿಧಾನಪರಿಷತ್ ವಿಪಕ್ಷ ನಾಯಕ ಚಲವಾದಿ ನಾರಾಯಣಸ್ವಾಮಿ, ವಿಧಾನಪರಿಷತ್ ಸದಸ್ಯರು ಹಾಗೂ ಮುಖಂಡರು ಭಾಗವಹಿಸಿದ್ದರು. ಮತಗಳ್ಳತನ ಎಂದು ಆರೋಪ ಮಾಡಿದ ಕಾಂಗ್ರೆಸ್ ಪಕ್ಷಕ್ಕೆ ಬಿಹಾರದ ಜನತೆ ತಕ್ಕ ಉತ್ತರ ನೀಡಿದ್ದಾರೆ. ಪ್ರಧಾನಿ ನರೇಂದ್ರ ಮೋದಿ ಅವರ ನಾಯಕತ್ವ ಮತ್ತು ಅಭಿವೃದ್ಧಿ ಕಾರ್ಯಗಳಿಗೆ ಜನರು ಮನ್ನಣೆ ನೀಡಿದ್ದಾರೆ ಎಂದು ಅಶೋಕ್ ತಿಳಿಸಿದರು. ಕಾಂಗ್ರೆಸ್ ನಾಯಕರು ರಾಜ್ಯದಲ್ಲೂ ಇದೇ ಫಲಿತಾಂಶ ಎದುರಿಸಲಿದ್ದಾರೆ. ರಾಹುಲ್ ಗಾಂಧಿ ಅವರು ಮತಗಳ್ಳತನದ ಹೆಸರಿನಲ್ಲಿ ಜನರನ್ನು ದಾರಿ ತಪ್ಪಿಸುವ ಪ್ರಯತ್ನ ಮಾಡಿದರು, ಆದರೆ ಬಿಹಾರದ ಮತದಾರರು ಅದನ್ನು ತಿರಸ್ಕರಿಸಿದ್ದಾರೆ ಎಂದು ಹೇಳಿದರು. ಕಾಂಗ್ರೆಸ್ ಮುಳುಗುವ ಹಡಗು: ರಾಹುಲ್ ಗಾಂಧಿ ನೇತೃತ್ವದಲ್ಲಿ ಕಾಂಗ್ರೆಸ್ ಪಕ್ಷ ಮುಳುಗುತ್ತಿರುವ ಹಡಗಾಗಿದೆ. ದೇಶದ ಜನತೆ ಕಾಂಗ್ರೆಸ್ ಪಕ್ಷವನ್ನು ನಂಬುತ್ತಿಲ್ಲ. ಮುಂದಿನ ದಿನಗಳಲ್ಲಿ ರಾಜ್ಯದಲ್ಲೂ ಬಿಜೆಪಿ ಅಧಿಕಾರಕ್ಕೆ ಬರಲಿದೆ ಎಂದು ಅವರು ವಿಶ್ವಾಸ ವ್ಯಕ್ತಪಡಿಸಿದರು. ರಾಜ್ಯ ಸರ್ಕಾರದ ಆಡಳಿತ ವೈಫಲ್ಯ ಮತ್ತು ಬೆಲೆ ಏರಿಕೆಯ ವಿರುದ್ಧ ಜನರು ಆಕ್ರೋಶಗೊಂಡಿದ್ದಾರೆ ಎಂದು ಅವರು ಟೀಕಿಸಿದರು.: [180, 305, 327, 450]
twitter-link[interactable]: t twitter.com/@suddimoola22: [668, 71, 784, 81]
diabetes-body-col2: ಜಗತ್ತಿನ ಮಧುಮೇಹದ ರಾಜಧಾನಿ ಎಂದೇ ಕರೆಯಲ್ಪಡುವ ಭಾರತದಲ್ಲಿ ಸುಮಾರು 80 ದಶಲಕ್ಷ ಜನರು ಮಧುಮೇಹದಿಂದ ಬಳಲುತ್ತಿದ್ದಾರೆ ಮತ್ತು ಲಕ್ಷಾಂತರ ಜನರು ಪೂರ್ವ-ಮಧುಮೇಹ ಸ್ಥಿತಿಯಲ್ಲಿದ್ದಾರೆ. ಆಹಾರ ಪದ್ಧತಿ, ಜೀವನಶೈಲಿ ಬದಲಾವಣೆ ಮತ್ತು ಒತ್ತಡ ನಿಯಂತ್ರಣದ ಮೂಲಕ ಟೈಪ್ 2 ಮಧುಮೇಹವನ್ನು ಹಿಮ್ಮೆಟ್ಟಿಸಲು ಸಾಧ್ಯವಿದೆ ಎಂದು ತಜ್ಞ ವೈದ್ಯರು ತಿಳಿಸಿದ್ದಾರೆ. ನ. 14 ರಂದು ಆಚರಿಸಲಾಗುವ ವಿಶ್ವ ಮಧುಮೇಹ ದಿನದ ಅಂಗವಾಗಿ ಜಾಗೃತಿ ಮೂಡಿಸಲಾಯಿತು. ನಿಯಮಿತ ವ್ಯಾಯಾಮ, ಸಮತೋಲಿತ ಆಹಾರ ಸೇವನೆ, ಸಾಕಷ್ಟು ನಿದ್ರೆ ಮತ್ತು ನಿಯಮಿತ ರಕ್ತ ತಪಾಸಣೆ ಮಧುಮೇಹ ನಿಯಂತ್ರಣಕ್ಕೆ ಸಹಕಾರಿ. ಸಂಸ್ಕರಿಸಿದ ಆಹಾರ, ಸಕ್ಕರೆ ಪದಾರ್ಥಗಳನ್ನು ತ್ಯಜಿಸಬೇಕು. ನಾರಿನಂಶವಿರುವ ತರಕಾರಿ, ಹಣ್ಣು, ಧಾನ್ಯಗಳನ್ನು ಹೆಚ್ಚಾಗಿ ಸೇವಿಸಬೇಕು. ಮಾನಸಿಕ ಒತ್ತಡವೂ ರಕ್ತದಲ್ಲಿನ ಸಕ್ಕರೆ ಮಟ್ಟ ಹೆಚ್ಚಿಸುತ್ತದೆ. ಯೋಗ ಮತ್ತು ಧ್ಯಾನದ ಮೂಲಕ ಒತ್ತಡ ನಿಯಂತ್ರಿಸಬಹುದು. ಆರಂಭಿಕ ಹಂತದಲ್ಲೇ ಪತ್ತೆಹಚ್ಚಿದರೆ ಗಂಭೀರ ತೊಂದರೆಗಳನ್ನು ತಪ್ಪಿಸಬಹುದು ಎಂದು ವೈದ್ಯರು ಸಲಹೆ ನೀಡಿದರು. ಮಕ್ಕಳಲ್ಲೂ ಮಧುಮೇಹ ಹೆಚ್ಚುತ್ತಿರುವುದು ಆತಂಕಕಾರಿ. ಪೋಷಕರು ಮಕ್ಕಳ ಆಹಾರ ಪದ್ಧತಿಯ ಬಗ್ಗೆ ಗಮನ ಹರಿಸಬೇಕು. ದೈಹಿಕ ಚಟುವಟಿಕೆಗೆ ಪ್ರೋತ್ಸಾಹ ನೀಡಬೇಕು ಎಂದು ಸಲಹೆ ನೀಡಿದರು.: [186, 1216, 336, 1345]
diabetes-kicker: ಆಹಾರ, ಜೀವನಶೈಲಿ ಬದಲಾವಣೆ ಒತ್ತಡ ನಿಯಂತ್ರಣ: [179, 1145, 411, 1161]
sahakara-body-col2: ಗ್ರಾಮೀಣ ಭಾರತದ ಜನರಿಗೆ ನೀಡುವ ಆರ್ಥಿಕ ಸಹಕಾರ ಕ್ಷೇತ್ರಕ್ಕೆ ಚೈತನ್ಯ ನೀಡುತ್ತದೆ. ಸಹಕಾರ ಕ್ಷೇತ್ರ ಗಟ್ಟಿಯಾದರೆ ರಾಜ್ಯದ ಆರ್ಥಿಕತೆ ಬಲಗೊಳ್ಳಲಿದೆ ಎಂದು ಮುಖ್ಯಮಂತ್ರಿ ಸಿದ್ದರಾಮಯ್ಯ ಅಭಿಪ್ರಾಯಪಟ್ಟರು. 72ನೇ ಅಖಿಲ ಭಾರತ ಸಹಕಾರ ಸಪ್ತಾಹ ಉದ್ಘಾಟಿಸಿ ಮಾತನಾಡಿದ ಅವರು, ಸಹಕಾರ ಸಂಸ್ಥೆಗಳು ರೈತರ ಜೀವನಾಡಿ. ಬಡವರು, ರೈತರು ಮತ್ತು ಕೂಲಿ ಕಾರ್ಮಿಕರಿಗೆ ಸಹಕಾರ ಕ್ಷೇತ್ರ ನೆರವಾಗುತ್ತಿದೆ. ಸರ್ಕಾರ ಬಡ್ಡಿ ರಹಿತ ಸಾಲ ಸೌಲಭ್ಯ ಒದಗಿಸುತ್ತಿದೆ ಎಂದರು. ಸಹಕಾರ ತತ್ವದ ಆಧಾರದಲ್ಲಿ ಸಮಾಜದ ಎಲ್ಲಾ ವರ್ಗಗಳ ಜನರು ಒಟ್ಟಾಗಿ ಬೆಳೆಯಬೇಕು. ರಾಜ್ಯದಲ್ಲಿ 25000 ಕೋಟಿ ರೂ. ಗೂ ಹೆಚ್ಚು ಸಾಲ ವಿತರಿಸಲಾಗಿದೆ ಎಂದರು. ಸಹಕಾರ ಸಚಿವ ಕೆ.ಎನ್. ರಾಜಣ್ಣ ಮಾತನಾಡಿ, ಸಹಕಾರ ಕ್ಷೇತ್ರದಲ್ಲಿ ಪಾರದರ್ಶಕತೆ ತರಲು ಕ್ರಮ ಕೈಗೊಳ್ಳಲಾಗಿದೆ ಎಂದರು. ಕಾರ್ಯಕ್ರಮದಲ್ಲಿ ಮಹಾಮಂಡಳ ಅಧ್ಯಕ್ಷ ಜಿ.ಟಿ. ದೇವೇಗೌಡ, ಸಹಕಾರ ಇಲಾಖೆ ಅಧಿಕಾರಿಗಳು ಹಾಗೂ ಸಹಕಾರಿ ಧುರೀಣರು ಉಪಸ್ಥಿತರಿದ್ದರು. ಸಹಕಾರ ರತ್ನ ಪ್ರಶಸ್ತಿ ಪ್ರದಾನ ಮಾಡಲಾಯಿತು. ಸಹಕಾರ ಕ್ಷೇತ್ರದಲ್ಲಿ ಮಹಿಳೆಯರ ಪಾಲ್ಗೊಳ್ಳುವಿಕೆ ಹೆಚ್ಚಾಗಬೇಕು. ಸ್ತ್ರೀಶಕ್ತಿ ಸಂಘಗಳಿಗೆ ಸಾಲ ಸೌಲಭ್ಯ ನೀಡಲಾಗುತ್ತಿದೆ ಎಂದರು.: [706, 997, 926, 1077]
lead-tail-label: ಬಿಹಾರ ಫಲಿತಾಂಶ ಮತಗಳ್ಳತನ ಆರೋಪಕ್ಕೆ: [180, 513, 268, 521]
hdk-tail: ಉತ್ತರ: ಕಾಂಗ್ರೆಸ್ ಪಕ್ಷದ ಮತ ಕಳ್ಳತನ ಆರೋಪಕ್ಕೆ ಬಿಹಾರದ ಜನತೆ ತಕ್ಕ ಉತ್ತರ ನೀಡಿದ್ದಾರೆ. ಪ್ರಜಾಪ್ರಭುತ್ವದಲ್ಲಿ ಜನರ ತೀರ್ಪೇ ಅಂತಿಮ. ಪ್ರಧಾನಿ ಮೋದಿ ಹಾಗೂ ನಿತೀಶ್ ಕುಮಾರ್ ಅವರ ಜೋಡಿಗೆ ಜನತೆ ಮನ್ನಣೆ ನೀಡಿದ್ದಾರೆ ಎಂದು ಕುಮಾರಸ್ವಾಮಿ ಹೇಳಿದರು.: [337, 427, 649, 443]
bjp-flag: [400, 980, 424, 996]
nehru-body-col2: ದೇಶದ ಪ್ರಥಮ ಪ್ರಧಾನಿ ಜವಾಹರಲಾಲ್ ನೆಹರು ಅವರಿಗೆ ಮಕ್ಕಳಷ್ಟೇ ಪುಸ್ತಕಗಳೂ ಹೃದಯಕ್ಕೆ ಸಮೀಪವಾಗಿದ್ದವು ಎಂದು ಮೈಸೂರು ಜಿಲ್ಲಾ ಪಂಚಾಯಿತಿ ಮುಖ್ಯ ಯೋಜನಾಧಿಕಾರಿ ಕವಿತಾ ರಾಜಾರಾಂ ಹೇಳಿದರು. ಸಾರ್ವಜನಿಕ ಗ್ರಂಥಾಲಯ ಇಲಾಖೆ, ಜಿಲ್ಲಾ ಕೇಂದ್ರ ಗ್ರಂಥಾಲಯದ ವತಿಯಿಂದ ನಗರದ ಕೇಂದ್ರ ಗ್ರಂಥಾಲಯದಲ್ಲಿ ಆಯೋಜಿಸಿದ್ದ ಮಕ್ಕಳ ದಿನಾಚರಣೆ ಹಾಗೂ ಗ್ರಂಥಾಲಯ ಸಪ್ತಾಹ ಕಾರ್ಯಕ್ರಮ ಉದ್ಘಾಟಿಸಿ ಮಾತನಾಡಿದರು. ನವೆಂಬರ್ 14 ರಿಂದ 20 ರವರೆಗೆ ರಾಷ್ಟ್ರೀಯ ಗ್ರಂಥಾಲಯ ಸಪ್ತಾಹ ಆಚರಿಸಲಾಗುತ್ತಿದೆ. ಮಕ್ಕಳು ಮೊಬೈಲ್ ಬಳಕೆ ಕಡಿಮೆ ಮಾಡಿ ಪುಸ್ತಕಗಳನ್ನು ಓದುವ ಹವ್ಯಾಸ ಬೆಳೆಸಿಕೊಳ್ಳಬೇಕು. ಗ್ರಂಥಾಲಯಗಳು ಜ್ಞಾನದ ಭಂಡಾರಗಳು. ಸ್ಪರ್ಧಾತ್ಮಕ ಪರೀಕ್ಷೆಗಳಿಗೆ ಸಿದ್ಧರಾಗುವವರಿಗೆ ಗ್ರಂಥಾಲಯ ಉಪಯುಕ್ತವಾಗಿದೆ. ಡಿಜಿಟಲ್ ಗ್ರಂಥಾಲಯ ಸೌಲಭ್ಯವನ್ನೂ ಕಲ್ಪಿಸಲಾಗಿದೆ ಎಂದರು. ವಿದ್ಯಾರ್ಥಿಗಳಿಗೆ ಪ್ರಬಂಧ ಹಾಗೂ ಚಿತ್ರಕಲಾ ಸ್ಪರ್ಧೆ ಆಯೋಜಿಸಲಾಗಿತ್ತು. ವಿಜೇತರಿಗೆ ಬಹುಮಾನ ವಿತರಿಸಲಾಯಿತು. ಜಿಲ್ಲಾ ಗ್ರಂಥಾಲಯ ಉಪನಿರ್ದೇಶಕರು ಹಾಗೂ ಸಿಬ್ಬಂದಿ ಉಪಸ್ಥಿತರಿದ್ದರು. ನಗರ ಕೇಂದ್ರ ಗ್ರಂಥಾಲಯದಲ್ಲಿ ಪುಸ್ತಕ ಪ್ರದರ್ಶನ ಏರ್ಪಡಿಸಲಾಗಿದ್ದು ಸಾರ್ವಜನಿಕರು ಭೇಟಿ ನೀಡಿ ಪ್ರಯೋಜನ ಪಡೆದುಕೊಳ್ಳಬೇಕು ಎಂದು ಮನವಿ ಮಾಡಿದರು.: [631, 652, 781, 781]
section-rule-2: [20, 1134, 925, 1135]
narayana-guru-headline: ಐವರಿಗೆ ಬ್ರಹ್ಮಶ್ರೀ ನಾರಾಯಣ ಗುರು ಪ್ರಶಸ್ತಿ: [584, 1140, 785, 1158]
day-label: ಶನಿವಾರ: [814, 54, 836, 63]
lead-rule: [24, 174, 704, 175]
right-col-divider: [710, 96, 711, 526]
footer-line-1: SUDDI MOOLA - Printed and Published by Vishwanath Basavaraj Swamy on behalf of Suddimoola Publishers India Limited. Printed at Dashpramathi Mudranalaya, No.45, 4th Cross, Srigandadhakaval, Bengaluru - 560079: [20, 1531, 750, 1537]
globe-icon: ▸: [190, 71, 197, 80]
cricket-body: •ಸುದ್ದಿಮೂಲ ವಾರ್ತೆ, ಬೆಂಗಳೂರು, ನ.14: ವಿಶ್ವ ಮಹಿಳಾ ಪಾಲ್ಗೊಳ್ಳುತ್ತಿರುವ ಅಂಧರ ಕ್ರಿಕೆಟ್ ಟೂರ್ನಿಗೆ ಚಾಲನೆ ನೀಡಿ ಮಾತನಾಡಿದ ಮಹಿಳಾ ಮತ್ತು ಮಕ್ಕಳ ಅಭಿವೃದ್ಧಿ ಇಲಾಖೆ ಸಚಿವೆ ಲಕ್ಷ್ಮೀ ಹೆಬ್ಬಾಳಕರ್ ಅವರು, ಅಂಧ ಮಹಿಳಾ ಕ್ರಿಕೆಟ್ ಆಟಗಾರರ ಸಾಧನೆ ಇತರರಿಗೆ ಸ್ಫೂರ್ತಿದಾಯಕ ಎಂದರು. ಬೆಂಗಳೂರಿನಲ್ಲಿ ನಡೆಯುತ್ತಿರುವ ಟಿ20 ವಿಶ್ವಕಪ್ ಟೂರ್ನಿಯ ಉದ್ಘಾಟನಾ ಪಂದ್ಯವನ್ನು ವೀಕ್ಷಿಸಿ ಅವರು ಆಟಗಾರರಿಗೆ ಶುಭ ಹಾರೈಸಿದರು. ಸರ್ಕಾರ ಕ್ರೀಡಾಪಟುಗಳಿಗೆ ಎಲ್ಲಾ ರೀತಿಯ ಸಹಕಾರ ನೀಡಲಿದೆ. ದೃಷ್ಟಿ ದೋಷ ಇದ್ದರೂ ಛಲ ಬಿಡದೆ ಆಡುತ್ತಿರುವ ಆಟಗಾರರ ಆತ್ಮವಿಶ್ವಾಸ ಮೆಚ್ಚುವಂತದ್ದು. ಭಾರತ ತಂಡ ಉತ್ತಮ ಪ್ರದರ್ಶನ ನೀಡಿ ವಿಶ್ವಕಪ್ ಗೆಲ್ಲಲಿ ಎಂದು ಹಾರೈಸಿದರು. ಈ ಪಂದ್ಯಾವಳಿಯಲ್ಲಿ ಹಲವು ದೇಶಗಳ ತಂಡಗಳು ಭಾಗವಹಿಸುತ್ತಿದ್ದು, ಭಾರತ ಮತ್ತು ನೇಪಾಳ ತಂಡಗಳ ನಡುವಿನ ಪಂದ್ಯದೊಂದಿಗೆ ಟೂರ್ನಿ ಆರಂಭವಾಯಿತು. ಈ ಸಂದರ್ಭದಲ್ಲಿ ಸಮರ್ಥನಂ ಸಂಸ್ಥೆಯ ಸಂಸ್ಥಾಪಕ ಡಾ. ಮಹಾಂತೇಶ್ ಸೇರಿದಂತೆ ಹಲವು ಗಣ್ಯರು ಉಪಸ್ಥಿತರಿದ್ದರು.: [716, 294, 926, 366]
hdk-rule: [337, 199, 699, 200]
sahakara-body-col1: •ಸುದ್ದಿಮೂಲ ವಾರ್ತೆ, ಬೆಂಗಳೂರು ನ.14: ಗ್ರಾಮೀಣ ಭಾರತದ ಜನರಿಗೆ ನೀಡುವ ಆರ್ಥಿಕ ಸಹಕಾರ ಕ್ಷೇತ್ರಕ್ಕೆ ಚೈತನ್ಯ ನೀಡುತ್ತದೆ. ಸಹಕಾರ ಕ್ಷೇತ್ರ ಗಟ್ಟಿಯಾದರೆ ರಾಜ್ಯದ ಆರ್ಥಿಕತೆ ಬಲಗೊಳ್ಳಲಿದೆ ಎಂದು ಮುಖ್ಯಮಂತ್ರಿ ಸಿದ್ದರಾಮಯ್ಯ ಅಭಿಪ್ರಾಯಪಟ್ಟರು. 72ನೇ ಅಖಿಲ ಭಾರತ ಸಹಕಾರ ಸಪ್ತಾಹ ಉದ್ಘಾಟಿಸಿ ಮಾತನಾಡಿದ ಅವರು, ಸಹಕಾರ ಸಂಸ್ಥೆಗಳು ರೈತರ ಜೀವನಾಡಿ. ಬಡವರು, ರೈತರು ಮತ್ತು ಕೂಲಿ ಕಾರ್ಮಿಕರಿಗೆ ಸಹಕಾರ ಕ್ಷೇತ್ರ ನೆರವಾಗುತ್ತಿದೆ. ಸರ್ಕಾರ ಬಡ್ಡಿ ರಹಿತ ಸಾಲ ಸೌಲಭ್ಯ ಒದಗಿಸುತ್ತಿದೆ ಎಂದರು. ಸಹಕಾರ ತತ್ವದ ಆಧಾರದಲ್ಲಿ ಸಮಾಜದ ಎಲ್ಲಾ ವರ್ಗಗಳ ಜನರು ಒಟ್ಟಾಗಿ ಬೆಳೆಯಬೇಕು. ರಾಜ್ಯದಲ್ಲಿ 25000 ಕೋಟಿ ರೂ. ಗೂ ಹೆಚ್ಚು ಸಾಲ ವಿತರಿಸಲಾಗಿದೆ ಎಂದರು. ಸಹಕಾರ ಸಚಿವ ಕೆ.ಎನ್. ರಾಜಣ್ಣ ಮಾತನಾಡಿ, ಸಹಕಾರ ಕ್ಷೇತ್ರದಲ್ಲಿ ಪಾರದರ್ಶಕತೆ ತರಲು ಕ್ರಮ ಕೈಗೊಳ್ಳಲಾಗಿದೆ ಎಂದರು. ಕಾರ್ಯಕ್ರಮದಲ್ಲಿ ಮಹಾಮಂಡಳ ಅಧ್ಯಕ್ಷ ಜಿ.ಟಿ. ದೇವೇಗೌಡ, ಸಹಕಾರ ಇಲಾಖೆ ಅಧಿಕಾರಿಗಳು ಹಾಗೂ ಸಹಕಾರಿ ಧುರೀಣರು ಉಪಸ್ಥಿತರಿದ್ದರು. ಸಹಕಾರ ರತ್ನ ಪ್ರಶಸ್ತಿ ಪ್ರದಾನ ಮಾಡಲಾಯಿತು. ಸಹಕಾರ ಕ್ಷೇತ್ರದಲ್ಲಿ ಮಹಿಳೆಯರ ಪಾಲ್ಗೊಳ್ಳುವಿಕೆ ಹೆಚ್ಚಾಗಬೇಕು. ಸ್ತ್ರೀಶಕ್ತಿ ಸಂಘಗಳಿಗೆ ಸಾಲ ಸೌಲಭ್ಯ ನೀಡಲಾಗುತ್ತಿದೆ ಎಂದರು.: [476, 905, 701, 985]
lead-headline: ಬಿಹಾರದಲ್ಲಿ ಜಯ: ಬೆಂಗಳೂರಿನಲ್ಲಿ ಸಂಭ್ರಮಾಚರಣೆ: [30, 118, 587, 157]
mysuru-bjp-kicker: ಬಿಹಾರದಲ್ಲಿ ಎನ್‌ಡಿಎ ಮೈತ್ರಿಕೂಟಕ್ಕೆ ಜಯ: [24, 978, 157, 989]
narayana-guru-body-col2: ಕರ್ನಾಟಕ ಹಿಂದುಳಿದ ವರ್ಗಗಳ ಮತ್ತು ಪರಿಶಿಷ್ಟ ಜಾತಿ ಸಮಾಜದವರಿಗಾಗಿ ಸೇವೆ ಸಲ್ಲಿಸುತ್ತಿರುವ ಸಮಾಜ ಸೇವಕರಿಗೆ ನೀಡಲಾಗುವ ಬ್ರಹ್ಮಶ್ರೀ ನಾರಾಯಣ ಗುರು ಪ್ರಶಸ್ತಿಗೆ ಐವರು ಆಯ್ಕೆಯಾಗಿದ್ದಾರೆ. ಹೆಚ್.ಆರ್. ಜಯರಾಮ್, ಶ್ರೀನಿವಾಸ ಪೂಜಾರಿ, ಸಾಹಿತಿ ಸವಿತಾ ಸೇರಿದಂತೆ ಐವರಿಗೆ ಪ್ರಶಸ್ತಿ ನೀಡಿ ಗೌರವಿಸಲಾಗುತ್ತಿದೆ. ಪ್ರಶಸ್ತಿಯು ನ. 23 ರಂದು ಬೆಳಗ್ಗೆ 11 ಘಂಟೆಗೆ ಬೆಂಗಳೂರಿನ ಜಯಮಹಲ್ ಪ್ಯಾಲೇಸ್ ಹೋಟೆಲ್‌ನಲ್ಲಿ ನಡೆಯುವ ಸಮಾರಂಭದಲ್ಲಿ ಪ್ರದಾನ ಮಾಡಲಾಗುವುದು ಎಂದು ಸಂಘಟಕರು ತಿಳಿಸಿದ್ದಾರೆ. ಕಾರ್ಯಕ್ರಮದ ಅಧ್ಯಕ್ಷತೆಯನ್ನು ಹೆಚ್.ಆರ್. ವಹಿಸಲಿದ್ದು, ವಿವಿಧ ಕ್ಷೇತ್ರಗಳ ಗಣ್ಯರು ಭಾಗವಹಿಸಲಿದ್ದಾರೆ. ಪ್ರಶಸ್ತಿ ಪ್ರಶಸ್ತಿ ಫಲಕ ಹಾಗೂ ನಗದು ಬಹುಮಾನ ಒಳಗೊಂಡಿದೆ. ಸಮಾಜದಲ್ಲಿ ಸಮಾನತೆಗಾಗಿ ಶ್ರಮಿಸಿದ ನಾರಾಯಣ ಗುರುಗಳ ತತ್ವ ಪ್ರಚಾರ ಮಾಡುವ ಉದ್ದೇಶದಿಂದ ಪ್ರಶಸ್ತಿ ನೀಡಲಾಗುತ್ತಿದೆ.: [765, 1220, 926, 1308]
cricket-team-photo: [716, 172, 926, 290]
awardee-photo-1: [765, 1164, 803, 1216]
diabetes-body-col1: •ಸುದ್ದಿಮೂಲ ವಾರ್ತೆ, ಬೆಂಗಳೂರು, ನ.14: ಜಗತ್ತಿನ ಮಧುಮೇಹದ ರಾಜಧಾನಿ ಎಂದೇ ಕರೆಯಲ್ಪಡುವ ಭಾರತದಲ್ಲಿ ಸುಮಾರು 80 ದಶಲಕ್ಷ ಜನರು ಮಧುಮೇಹದಿಂದ ಬಳಲುತ್ತಿದ್ದಾರೆ ಮತ್ತು ಲಕ್ಷಾಂತರ ಜನರು ಪೂರ್ವ-ಮಧುಮೇಹ ಸ್ಥಿತಿಯಲ್ಲಿದ್ದಾರೆ. ಆಹಾರ ಪದ್ಧತಿ, ಜೀವನಶೈಲಿ ಬದಲಾವಣೆ ಮತ್ತು ಒತ್ತಡ ನಿಯಂತ್ರಣದ ಮೂಲಕ ಟೈಪ್ 2 ಮಧುಮೇಹವನ್ನು ಹಿಮ್ಮೆಟ್ಟಿಸಲು ಸಾಧ್ಯವಿದೆ ಎಂದು ತಜ್ಞ ವೈದ್ಯರು ತಿಳಿಸಿದ್ದಾರೆ. ನ. 14 ರಂದು ಆಚರಿಸಲಾಗುವ ವಿಶ್ವ ಮಧುಮೇಹ ದಿನದ ಅಂಗವಾಗಿ ಜಾಗೃತಿ ಮೂಡಿಸಲಾಯಿತು. ನಿಯಮಿತ ವ್ಯಾಯಾಮ, ಸಮತೋಲಿತ ಆಹಾರ ಸೇವನೆ, ಸಾಕಷ್ಟು ನಿದ್ರೆ ಮತ್ತು ನಿಯಮಿತ ರಕ್ತ ತಪಾಸಣೆ ಮಧುಮೇಹ ನಿಯಂತ್ರಣಕ್ಕೆ ಸಹಕಾರಿ. ಸಂಸ್ಕರಿಸಿದ ಆಹಾರ, ಸಕ್ಕರೆ ಪದಾರ್ಥಗಳನ್ನು ತ್ಯಜಿಸಬೇಕು. ನಾರಿನಂಶವಿರುವ ತರಕಾರಿ, ಹಣ್ಣು, ಧಾನ್ಯಗಳನ್ನು ಹೆಚ್ಚಾಗಿ ಸೇವಿಸಬೇಕು. ಮಾನಸಿಕ ಒತ್ತಡವೂ ರಕ್ತದಲ್ಲಿನ ಸಕ್ಕರೆ ಮಟ್ಟ ಹೆಚ್ಚಿಸುತ್ತದೆ. ಯೋಗ ಮತ್ತು ಧ್ಯಾನದ ಮೂಲಕ ಒತ್ತಡ ನಿಯಂತ್ರಿಸಬಹುದು. ಆರಂಭಿಕ ಹಂತದಲ್ಲೇ ಪತ್ತೆಹಚ್ಚಿದರೆ ಗಂಭೀರ ತೊಂದರೆಗಳನ್ನು ತಪ್ಪಿಸಬಹುದು ಎಂದು ವೈದ್ಯರು ಸಲಹೆ ನೀಡಿದರು. ಮಕ್ಕಳಲ್ಲೂ ಮಧುಮೇಹ ಹೆಚ್ಚುತ್ತಿರುವುದು ಆತಂಕಕಾರಿ. ಪೋಷಕರು ಮಕ್ಕಳ ಆಹಾರ ಪದ್ಧತಿಯ ಬಗ್ಗೆ ಗಮನ ಹರಿಸಬೇಕು. ದೈಹಿಕ ಚಟುವಟಿಕೆಗೆ ಪ್ರೋತ್ಸಾಹ ನೀಡಬೇಕು ಎಂದು ಸಲಹೆ ನೀಡಿದರು.: [30, 1216, 180, 1353]
mysuru-bjp-body: •ಸುದ್ದಿಮೂಲ ವಾರ್ತೆ, ಮೈಸೂರು, ನ.14: ಬಿಹಾರ ಚುನಾವಣೆಯಲ್ಲಿ ಎನ್‌ಡಿಎ ಮೈತ್ರಿಕೂಟ ಭರ್ಜರಿ ಜಯ ಗಳಿಸಿದ ಕಾರಣ ಮೈಸೂರು ಜಿಲ್ಲಾ ಬಿಜೆಪಿ ಕಚೇರಿ ಬಳಿ ಕಾರ್ಯಕರ್ತರು ಪಟಾಕಿ ಸಿಡಿಸಿ ಸಿಹಿ ಹಂಚಿ ಸಂಭ್ರಮಾಚರಣೆ ಮಾಡಿದರು. ಜಿಲ್ಲಾಧ್ಯಕ್ಷರು, ಮಾಜಿ ಶಾಸಕರು ಹಾಗೂ ಮುಖಂಡರು ಭಾಗವಹಿಸಿದ್ದರು. ಪ್ರಧಾನಿ ಮೋದಿ ಪರ ಘೋಷಣೆ ಕೂಗಿದರು.: [24, 1016, 254, 1040]
editions-line-2: •ತುಮಕೂರು •ಚಿಕ್ಕಬಳ್ಳಾಪುರ •ಮೈಸೂರು: [440, 71, 541, 80]
